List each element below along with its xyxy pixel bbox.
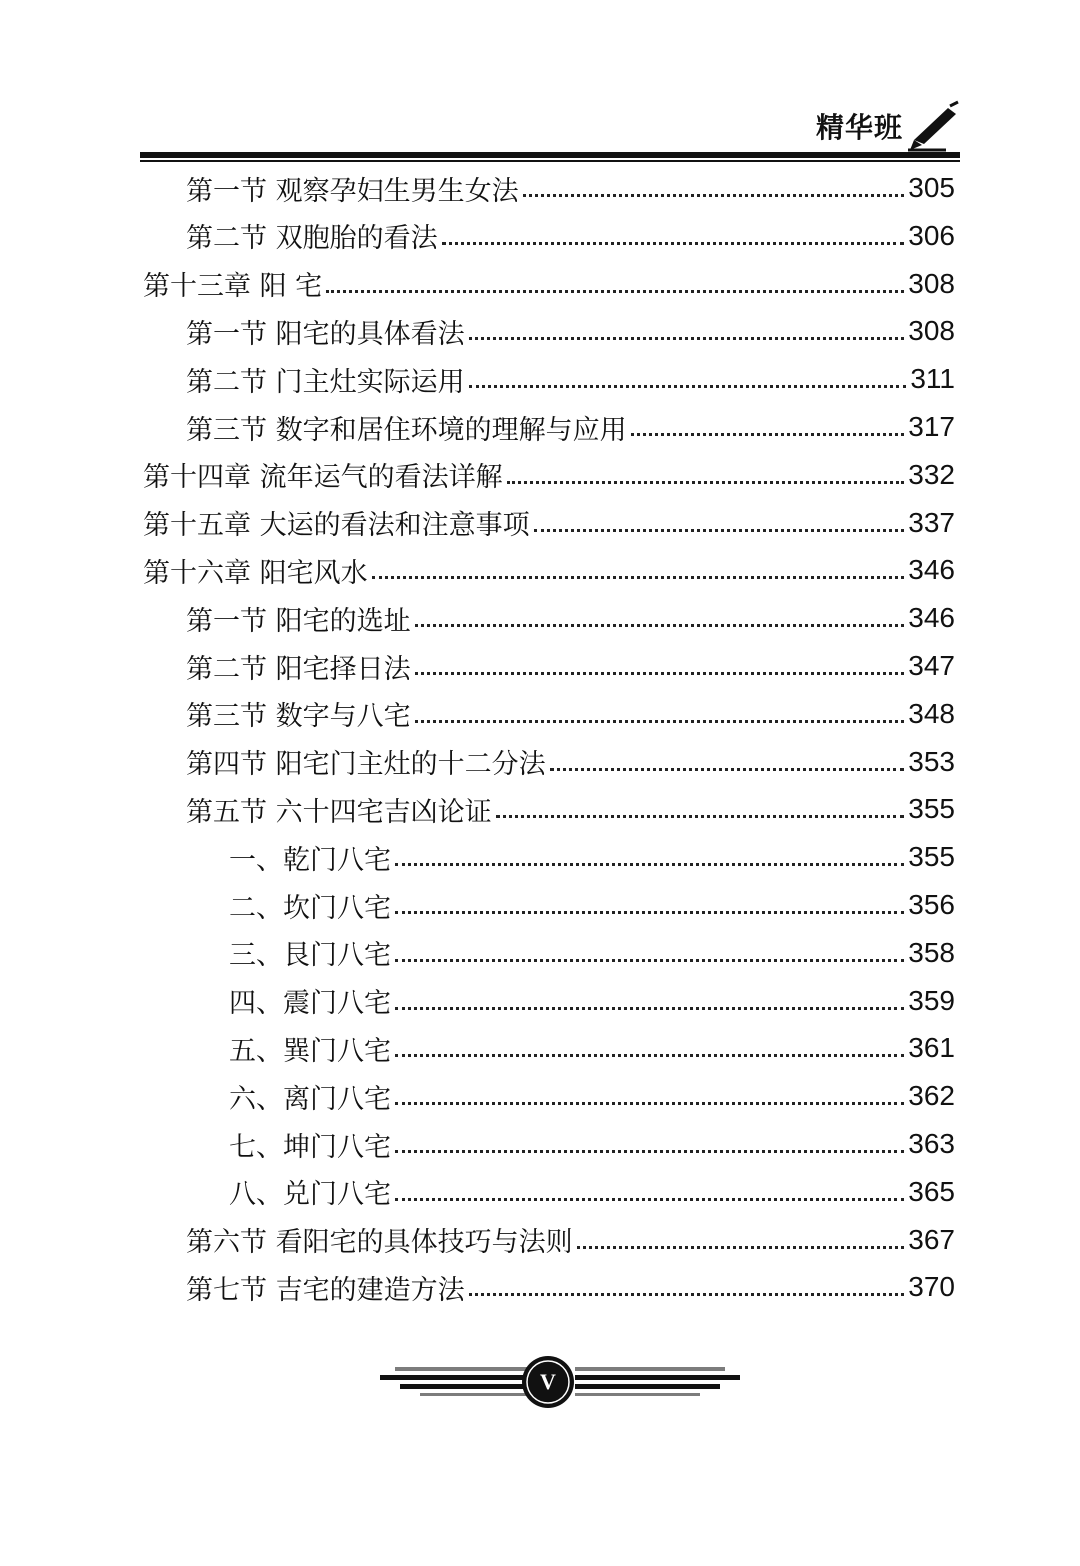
toc-entry-page: 348	[908, 697, 955, 729]
toc-entry-page: 367	[908, 1223, 955, 1255]
toc-entry-title: 第十四章 流年运气的看法详解	[143, 462, 503, 494]
dot-leader	[395, 1024, 904, 1057]
dot-leader	[395, 977, 904, 1010]
toc-entry[interactable]	[186, 1263, 955, 1311]
toc-entry-page: 308	[908, 315, 955, 347]
dot-leader	[469, 1263, 905, 1296]
toc-entry-page: 355	[908, 793, 955, 825]
dot-leader	[395, 1168, 904, 1201]
toc-entry[interactable]	[186, 1216, 955, 1264]
toc-entry-page: 362	[908, 1080, 955, 1112]
toc-entry[interactable]	[143, 260, 955, 308]
toc-entry[interactable]	[186, 212, 955, 260]
toc-entry[interactable]	[186, 785, 955, 833]
toc-entry-page: 370	[908, 1271, 955, 1303]
toc-entry-title: 第十六章 阳宅风水	[143, 557, 368, 589]
pen-icon	[906, 100, 962, 152]
toc-entry[interactable]	[143, 499, 955, 547]
toc-entry-title: 四、震门八宅	[229, 988, 391, 1020]
dot-leader	[534, 499, 905, 532]
toc-entry-title: 第十五章 大运的看法和注意事项	[143, 510, 530, 542]
dot-leader	[395, 833, 904, 866]
toc-entry[interactable]	[229, 1072, 955, 1120]
dot-leader	[395, 929, 904, 962]
toc-entry-title: 第一节 阳宅的选址	[186, 605, 411, 637]
dot-leader	[631, 403, 905, 436]
dot-leader	[372, 546, 905, 579]
toc-entry[interactable]	[186, 164, 955, 212]
toc-entry[interactable]	[143, 546, 955, 594]
toc-entry-page: 363	[908, 1128, 955, 1159]
toc-entry[interactable]	[186, 642, 955, 690]
toc-entry-page: 346	[908, 602, 955, 634]
toc-entry-title: 第三节 数字和居住环境的理解与应用	[186, 414, 627, 446]
toc-entry-page: 317	[908, 411, 955, 442]
dot-leader	[326, 260, 904, 293]
toc-entry-title: 第六节 看阳宅的具体技巧与法则	[186, 1227, 573, 1259]
dot-leader	[496, 785, 905, 818]
dot-leader	[415, 594, 905, 627]
toc-entry-title: 第三节 数字与八宅	[186, 701, 411, 733]
toc-entry-page: 361	[908, 1032, 955, 1064]
toc-entry-page: 332	[908, 458, 955, 490]
toc-entry[interactable]	[186, 355, 955, 403]
toc-entry[interactable]	[186, 307, 955, 355]
toc-entry-title: 七、坤门八宅	[229, 1131, 391, 1163]
dot-leader	[415, 642, 905, 675]
toc-entry-page: 358	[908, 936, 955, 968]
header-rule	[140, 152, 960, 158]
dot-leader	[395, 1120, 904, 1153]
toc-entry[interactable]	[229, 881, 955, 929]
dot-leader	[469, 355, 907, 388]
toc-entry[interactable]	[229, 1168, 955, 1216]
toc-entry-title: 第二节 阳宅择日法	[186, 653, 411, 685]
toc-entry[interactable]	[186, 403, 955, 451]
toc-entry[interactable]	[229, 929, 955, 977]
dot-leader	[577, 1216, 905, 1249]
toc-entry[interactable]	[186, 738, 955, 786]
toc-entry-title: 第十三章 阳 宅	[143, 271, 323, 303]
toc-entry-title: 第五节 六十四宅吉凶论证	[186, 796, 492, 828]
toc-entry-title: 八、兑门八宅	[229, 1179, 391, 1211]
header-rule-thin	[140, 160, 960, 162]
dot-leader	[442, 212, 905, 245]
toc-entry[interactable]	[143, 451, 955, 499]
toc-entry-page: 347	[908, 650, 955, 681]
dot-leader	[523, 164, 905, 197]
toc-entry-title: 第七节 吉宅的建造方法	[186, 1274, 465, 1306]
toc-entry-page: 365	[908, 1175, 955, 1207]
toc-entry-title: 第四节 阳宅门主灶的十二分法	[186, 749, 546, 781]
toc-entry-page: 306	[908, 219, 955, 251]
toc-entry-page: 311	[910, 363, 955, 395]
toc-entry-page: 305	[908, 172, 955, 203]
toc-entry-page: 355	[908, 841, 955, 873]
toc-entry-title: 六、离门八宅	[229, 1083, 391, 1115]
toc-entry-title: 第一节 阳宅的具体看法	[186, 318, 465, 350]
toc-entry-title: 一、乾门八宅	[229, 844, 391, 876]
page-number: V	[540, 1369, 556, 1394]
toc-entry-title: 第一节 观察孕妇生男生女法	[186, 175, 519, 207]
dot-leader	[507, 451, 905, 484]
toc-entry[interactable]	[186, 690, 955, 738]
toc-entry[interactable]	[229, 1120, 955, 1168]
toc-entry[interactable]	[229, 977, 955, 1025]
toc-entry-page: 346	[908, 554, 955, 586]
toc-entry-title: 第二节 门主灶实际运用	[186, 366, 465, 398]
toc-entry-title: 二、坎门八宅	[229, 892, 391, 924]
dot-leader	[469, 307, 905, 340]
toc-entry-page: 337	[908, 506, 955, 538]
toc-entry-title: 五、巽门八宅	[229, 1035, 391, 1067]
toc-entry-title: 第二节 双胞胎的看法	[186, 223, 438, 255]
toc-entry-page: 353	[908, 745, 955, 777]
page-number-ornament	[340, 1345, 750, 1415]
toc-entry-page: 356	[908, 889, 955, 920]
dot-leader	[395, 881, 904, 914]
running-header-title: 精华班	[816, 111, 904, 144]
dot-leader	[550, 738, 905, 771]
toc-entry-title: 三、艮门八宅	[229, 940, 391, 972]
toc-entry-page: 359	[908, 984, 955, 1016]
toc-entry-page: 308	[908, 267, 955, 299]
toc-entry[interactable]	[229, 1024, 955, 1072]
dot-leader	[415, 690, 905, 723]
toc-entry[interactable]	[186, 594, 955, 642]
dot-leader	[395, 1072, 904, 1105]
toc-entry[interactable]	[229, 833, 955, 881]
